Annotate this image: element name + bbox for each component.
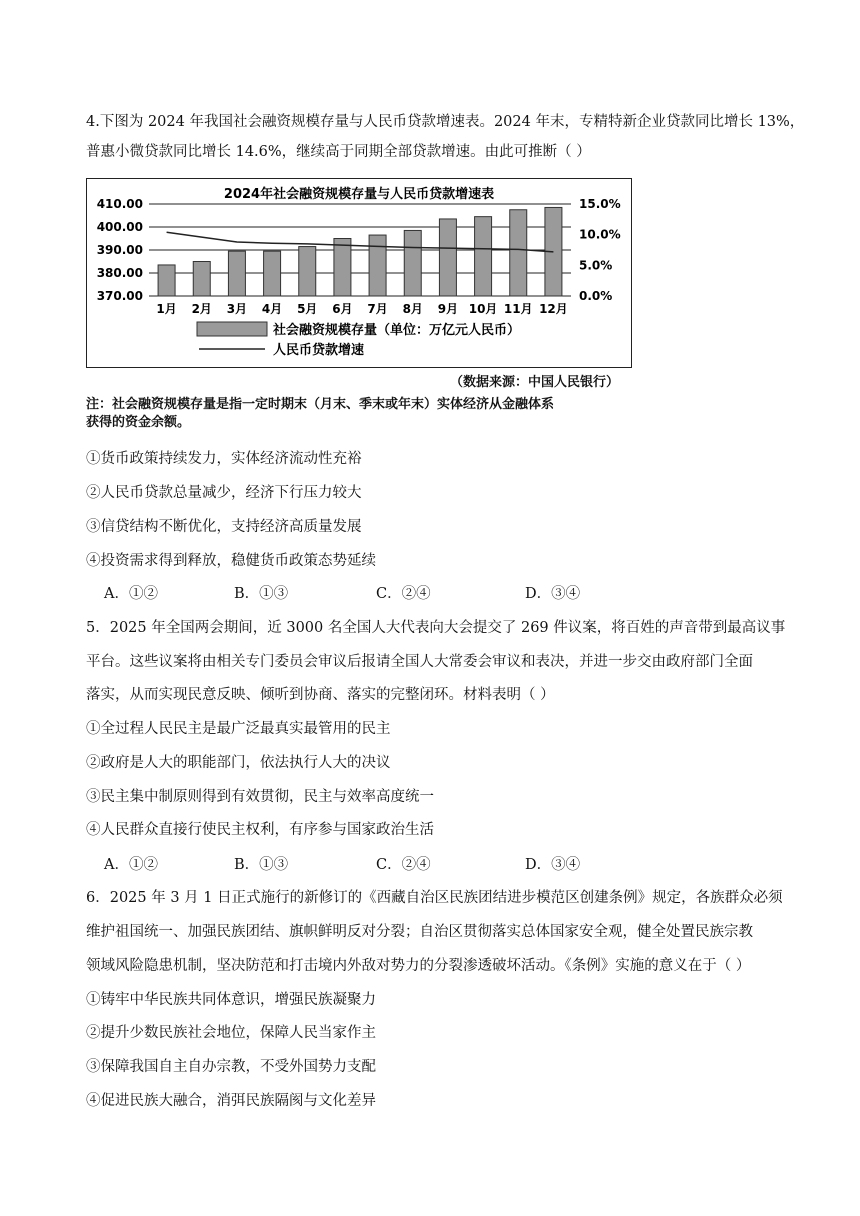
chart-grid	[149, 204, 571, 296]
q5-stem-line-2: 平台。这些议案将由相关专门委员会审议后报请全国人大常委会审议和表决，并进一步交由政府部门全面	[86, 654, 753, 670]
right-tick-label: 5.0%	[579, 258, 613, 273]
q6-stem-line-1: 6．2025 年 3 月 1 日正式施行的新修订的《西藏自治区民族团结进步模范区创建条例》规定，各族群众必须	[86, 890, 783, 906]
legend-bar-label: 社会融资规模存量（单位：万亿元人民币）	[273, 323, 521, 338]
bar	[264, 251, 281, 296]
left-tick-label: 400.00	[96, 220, 143, 234]
line-path	[167, 232, 554, 252]
bar	[299, 247, 316, 296]
legend	[197, 322, 520, 358]
q5-choice-a[interactable]: A．①②	[104, 857, 158, 873]
x-axis-labels	[156, 302, 567, 316]
right-tick-label: 15.0%	[579, 197, 621, 211]
right-axis-ticks	[579, 197, 621, 303]
q4-choice-d[interactable]: D．③④	[525, 586, 581, 602]
bar	[510, 210, 527, 296]
legend-line-label: 人民币贷款增速	[273, 343, 365, 358]
chart-svg	[87, 179, 630, 366]
q4-choice-c[interactable]: C．②④	[376, 586, 431, 602]
q4-option-3: ③信贷结构不断优化，支持经济高质量发展	[86, 519, 362, 535]
q4-choice-b[interactable]: B．①③	[234, 586, 289, 602]
q4-stem-line-1: 4.下图为 2024 年我国社会融资规模存量与人民币贷款增速表。2024 年末，专精特新企业贷款同比增长 13%，	[86, 114, 805, 130]
left-tick-label: 390.00	[96, 243, 143, 257]
q4-option-4: ④投资需求得到释放，稳健货币政策态势延续	[86, 553, 376, 569]
chart-line-series	[167, 232, 554, 252]
q6-stem-line-2: 维护祖国统一、加强民族团结、旗帜鲜明反对分裂；自治区贯彻落实总体国家安全观，健全处置民族宗教	[86, 924, 753, 940]
x-tick-label: 10月	[468, 302, 498, 316]
q5-choice-b[interactable]: B．①③	[234, 857, 289, 873]
q5-option-3: ③民主集中制原则得到有效贯彻，民主与效率高度统一	[86, 789, 434, 805]
q6-option-1: ①铸牢中华民族共同体意识，增强民族凝聚力	[86, 992, 376, 1008]
chart-source: （数据来源：中国人民银行）	[450, 375, 620, 390]
x-tick-label: 9月	[437, 302, 459, 316]
chart-title: 2024年社会融资规模存量与人民币贷款增速表	[223, 187, 495, 202]
q6-stem-line-3: 领域风险隐患机制，坚决防范和打击境内外敌对势力的分裂渗透破坏活动。《条例》实施的意义在于（ ）	[86, 958, 751, 974]
q5-option-4: ④人民群众直接行使民主权利，有序参与国家政治生活	[86, 822, 434, 838]
q4-stem-line-2: 普惠小微贷款同比增长 14.6%，继续高于同期全部贷款增速。由此可推断（ ）	[86, 144, 591, 160]
bar	[228, 251, 245, 296]
bar	[193, 262, 210, 297]
bar	[158, 265, 175, 296]
x-tick-label: 12月	[539, 302, 568, 316]
q5-option-2: ②政府是人大的职能部门，依法执行人大的决议	[86, 755, 391, 771]
left-tick-label: 380.00	[96, 266, 143, 280]
q4-choice-a[interactable]: A．①②	[104, 586, 158, 602]
x-tick-label: 7月	[367, 302, 388, 316]
bar	[404, 230, 421, 296]
q4-option-2: ②人民币贷款总量减少，经济下行压力较大	[86, 485, 362, 501]
left-tick-label: 410.00	[96, 197, 143, 211]
left-axis-ticks	[97, 197, 143, 303]
x-tick-label: 4月	[261, 302, 283, 316]
chart-note-line-1: 注：社会融资规模存量是指一定时期末（月末、季末或年末）实体经济从金融体系	[86, 397, 555, 412]
right-tick-label: 0.0%	[579, 289, 613, 303]
x-tick-label: 2月	[191, 302, 212, 316]
x-tick-label: 8月	[402, 302, 423, 316]
q5-choice-d[interactable]: D．③④	[525, 857, 581, 873]
q6-option-4: ④促进民族大融合，消弭民族隔阂与文化差异	[86, 1093, 376, 1109]
q4-option-1: ①货币政策持续发力，实体经济流动性充裕	[86, 451, 362, 467]
x-tick-label: 6月	[332, 302, 353, 316]
q5-choice-c[interactable]: C．②④	[376, 857, 431, 873]
q5-stem-line-1: 5．2025 年全国两会期间，近 3000 名全国人大代表向大会提交了 269 件议案，将百姓的声音带到最高议事	[86, 620, 786, 636]
q5-stem-line-3: 落实，从而实现民意反映、倾听到协商、落实的完整闭环。材料表明（ ）	[86, 687, 555, 703]
bar	[439, 219, 456, 296]
bar	[369, 235, 386, 296]
x-tick-label: 3月	[226, 302, 248, 316]
chart-bars	[158, 207, 562, 296]
q5-option-1: ①全过程人民民主是最广泛最真实最管用的民主	[86, 721, 391, 737]
x-tick-label: 1月	[156, 302, 177, 316]
chart-frame	[86, 178, 632, 368]
x-tick-label: 11月	[503, 302, 533, 316]
chart-note-line-2: 获得的资金余额。	[86, 415, 191, 430]
right-tick-label: 10.0%	[579, 227, 621, 242]
bar	[334, 239, 351, 297]
left-tick-label: 370.00	[96, 289, 143, 303]
q6-option-2: ②提升少数民族社会地位，保障人民当家作主	[86, 1025, 376, 1041]
bar	[475, 217, 492, 296]
legend-bar-swatch	[197, 322, 267, 336]
x-tick-label: 5月	[297, 302, 318, 316]
q6-option-3: ③保障我国自主自办宗教，不受外国势力支配	[86, 1059, 376, 1075]
